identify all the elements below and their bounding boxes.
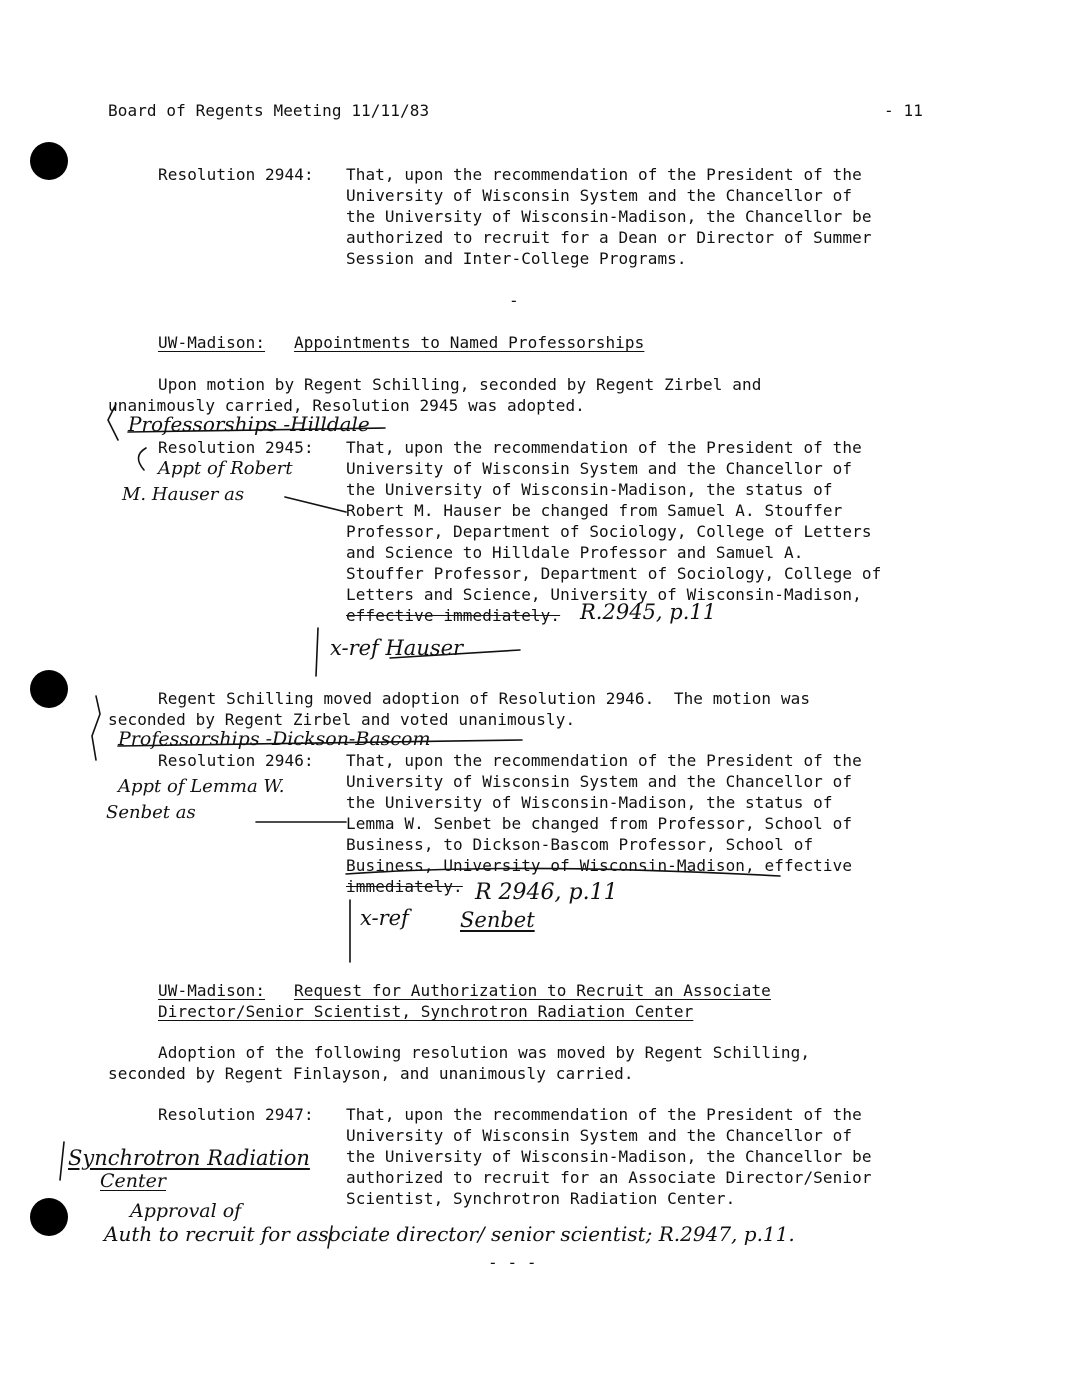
motion-text: Upon motion by Regent Schilling, seconded by Regent Zirbel and (158, 375, 762, 394)
resolution-2944-line: University of Wisconsin System and the Chancellor of (346, 186, 853, 205)
section-heading-prefix: UW-Madison: (158, 981, 266, 1000)
ink-underline-hilldale (128, 428, 385, 432)
resolution-2945-line: University of Wisconsin System and the Chancellor of (346, 459, 853, 478)
handwritten-appt-hauser-1: Appt of Robert (158, 458, 293, 479)
resolution-2945-line: the University of Wisconsin-Madison, the status of (346, 480, 833, 499)
motion-text: unanimously carried, Resolution 2945 was adopted. (108, 396, 585, 415)
resolution-2946-line: the University of Wisconsin-Madison, the status of (346, 793, 833, 812)
resolution-2947-line: the University of Wisconsin-Madison, the Chancellor be (346, 1147, 872, 1166)
motion-text: seconded by Regent Zirbel and voted unanimously. (108, 710, 576, 729)
ink-underline-dickson (118, 740, 522, 746)
resolution-2947-label: Resolution 2947: (158, 1105, 314, 1124)
handwritten-ref-2945: R.2945, p.11 (580, 600, 717, 624)
resolution-2944-label: Resolution 2944: (158, 165, 314, 184)
ink-bracket-xref-hauser (316, 628, 318, 676)
resolution-2946-label: Resolution 2946: (158, 751, 314, 770)
handwritten-xref-hauser: x-ref Hauser (330, 636, 464, 660)
resolution-2944-line: That, upon the recommendation of the President of the (346, 165, 862, 184)
motion-text: seconded by Regent Finlayson, and unanimously carried. (108, 1064, 634, 1083)
section-heading-prefix: UW-Madison: (158, 333, 266, 352)
handwritten-index-center: Center (100, 1170, 166, 1192)
ink-bracket-dickson (92, 696, 100, 760)
handwritten-approval-detail: Auth to recruit for associate director/ senior scientist; R.2947, p.11. (104, 1222, 795, 1246)
resolution-2945-line: Professor, Department of Sociology, College of Letters (346, 522, 872, 541)
resolution-2945-line: Stouffer Professor, Department of Sociology, College of (346, 564, 882, 583)
handwritten-xref-label: x-ref (360, 906, 409, 930)
resolution-2944-line: authorized to recruit for a Dean or Director of Summer (346, 228, 872, 247)
handwritten-index-dickson-bascom: Professorships -Dickson-Bascom (118, 728, 431, 750)
ink-arrow-hauser (285, 497, 346, 512)
handwritten-index-hilldale: Professorships -Hilldale (128, 412, 370, 436)
resolution-2944-line: the University of Wisconsin-Madison, the Chancellor be (346, 207, 872, 226)
resolution-2946-line-struck: immediately. (346, 877, 463, 896)
ink-divider-resolution-2947 (328, 1226, 332, 1248)
resolution-2946-line: Lemma W. Senbet be changed from Professor, School of (346, 814, 853, 833)
resolution-2945-label: Resolution 2945: (158, 438, 314, 457)
page-header-title: Board of Regents Meeting 11/11/83 (108, 101, 430, 120)
section-heading-named-professorships: Appointments to Named Professorships (294, 333, 645, 352)
handwritten-approval-of: Approval of (130, 1200, 242, 1222)
handwritten-xref-senbet: Senbet (460, 908, 535, 932)
handwritten-appt-senbet-2: Senbet as (106, 802, 196, 823)
end-separator: - - - (488, 1253, 537, 1272)
ink-brace-hauser (138, 448, 146, 470)
resolution-2946-line: Business, University of Wisconsin-Madison, effective (346, 856, 853, 875)
resolution-2945-line: Robert M. Hauser be changed from Samuel A. Stouffer (346, 501, 843, 520)
separator-dash: - (509, 291, 519, 310)
ink-bracket-synchrotron (60, 1142, 64, 1180)
resolution-2944-line: Session and Inter-College Programs. (346, 249, 687, 268)
handwritten-ref-2946: R 2946, p.11 (475, 880, 618, 905)
handwritten-appt-hauser-2: M. Hauser as (122, 484, 245, 505)
section-heading-recruit-associate: Request for Authorization to Recruit an Associate (294, 981, 771, 1000)
resolution-2947-line: That, upon the recommendation of the President of the (346, 1105, 862, 1124)
resolution-2945-line: and Science to Hilldale Professor and Samuel A. (346, 543, 804, 562)
motion-text: Regent Schilling moved adoption of Resolution 2946. The motion was (158, 689, 811, 708)
resolution-2947-line: University of Wisconsin System and the Chancellor of (346, 1126, 853, 1145)
resolution-2945-line: That, upon the recommendation of the President of the (346, 438, 862, 457)
resolution-2947-line: Scientist, Synchrotron Radiation Center. (346, 1189, 736, 1208)
ink-bracket-hilldale (108, 404, 118, 440)
handwritten-appt-senbet-1: Appt of Lemma W. (118, 776, 285, 797)
resolution-2946-line: That, upon the recommendation of the President of the (346, 751, 862, 770)
section-heading-recruit-associate-cont: Director/Senior Scientist, Synchrotron Radiation Center (158, 1002, 694, 1021)
resolution-2945-line: Letters and Science, University of Wisconsin-Madison, (346, 585, 862, 604)
page-number: - 11 (884, 101, 923, 120)
ink-curve-business (346, 868, 780, 876)
ink-underline-xref-hauser (390, 650, 520, 658)
resolution-2947-line: authorized to recruit for an Associate Director/Senior (346, 1168, 872, 1187)
resolution-2946-line: University of Wisconsin System and the Chancellor of (346, 772, 853, 791)
handwritten-index-synchrotron: Synchrotron Radiation (68, 1146, 310, 1170)
resolution-2945-line-struck: effective immediately. (346, 606, 561, 625)
resolution-2946-line: Business, to Dickson-Bascom Professor, School of (346, 835, 814, 854)
motion-text: Adoption of the following resolution was moved by Regent Schilling, (158, 1043, 811, 1062)
